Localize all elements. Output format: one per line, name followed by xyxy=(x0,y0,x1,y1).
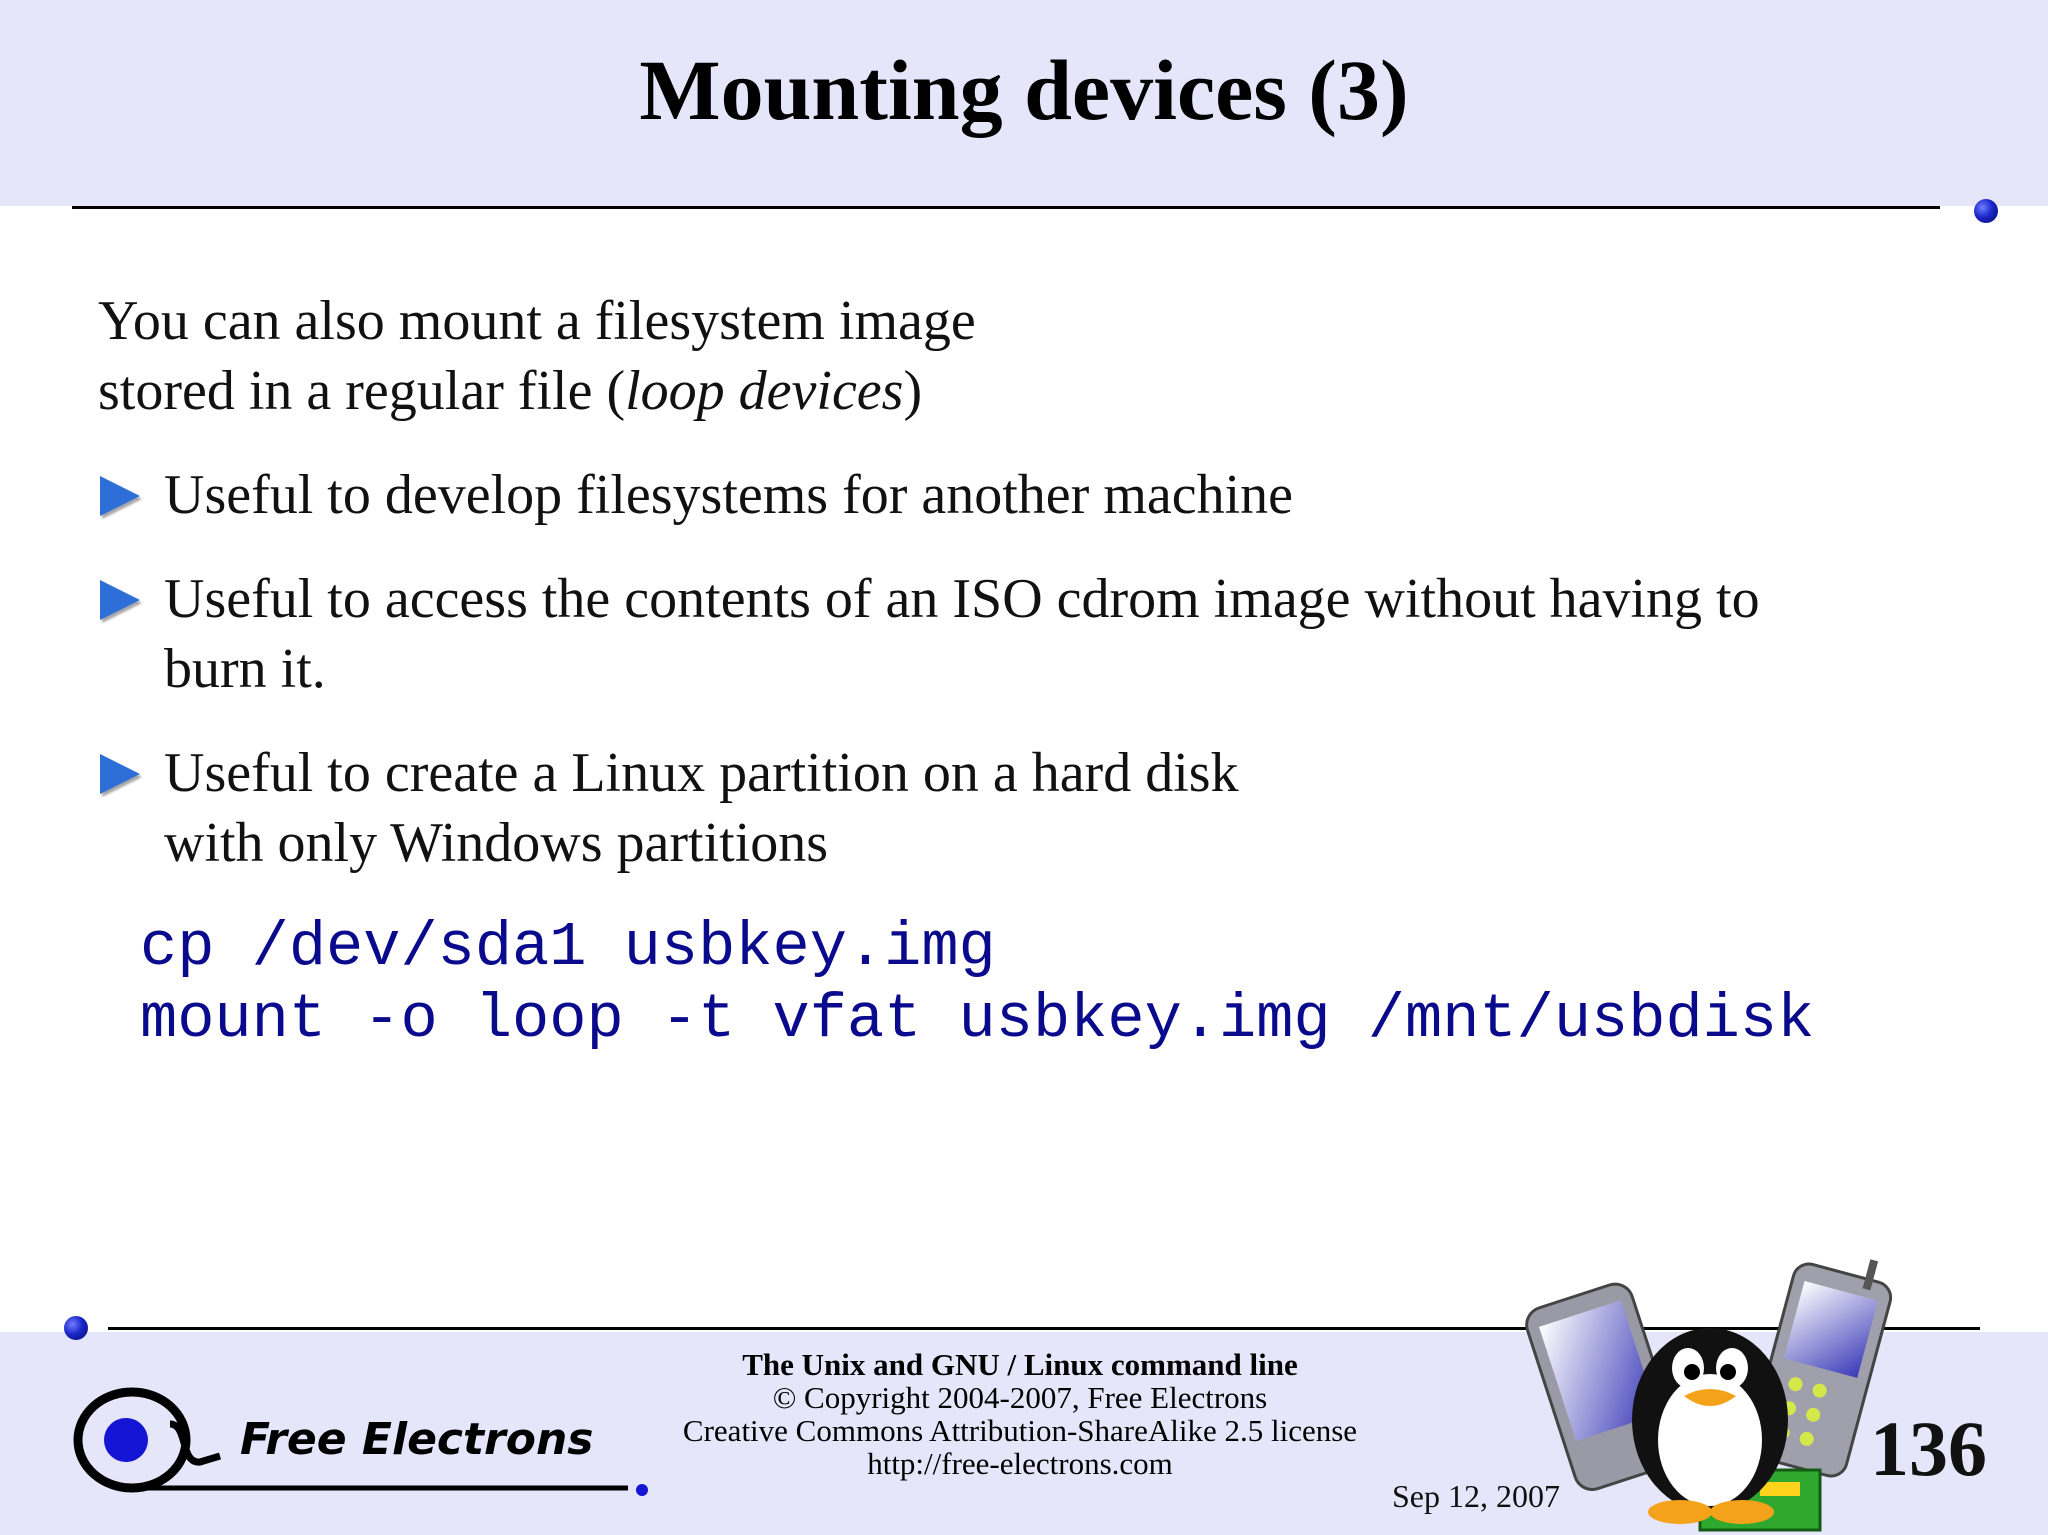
bullet-item xyxy=(98,460,1958,530)
footer-license: Creative Commons Attribution-ShareAlike 2.5 license xyxy=(682,1413,1358,1448)
penguin-mascot-icon xyxy=(1520,1250,1900,1535)
bullet-text: Useful to develop filesystems for another machine xyxy=(164,464,1293,526)
code-block xyxy=(140,912,1814,1056)
bullet-arrow-icon xyxy=(100,754,140,794)
bullet-arrow-icon xyxy=(100,476,140,516)
slide-title: Mounting devices (3) xyxy=(639,42,1409,138)
code-line: cp /dev/sda1 usbkey.img xyxy=(140,912,996,983)
intro-line-2-before: stored in a regular file ( xyxy=(98,360,626,422)
intro-line-1: You can also mount a filesystem image xyxy=(98,290,976,352)
page-number: 136 xyxy=(1870,1405,1987,1492)
code-line: mount -o loop -t vfat usbkey.img /mnt/usbdisk xyxy=(140,984,1815,1055)
intro-line-2-after: ) xyxy=(903,360,923,422)
slide-content xyxy=(98,286,1958,912)
bullet-arrow-icon xyxy=(100,580,140,620)
bullet-text: burn it. xyxy=(164,638,326,700)
footer-text xyxy=(640,1348,1400,1480)
intro-paragraph xyxy=(98,286,1958,426)
bullet-text: with only Windows partitions xyxy=(164,812,829,874)
footer-title: The Unix and GNU / Linux command line xyxy=(742,1347,1298,1382)
free-electrons-logo xyxy=(70,1384,660,1514)
bullet-item xyxy=(98,738,1958,878)
bullet-item xyxy=(98,564,1958,704)
slide-date: Sep 12, 2007 xyxy=(1392,1478,1560,1514)
blue-dot-icon xyxy=(1974,199,1998,223)
header-rule xyxy=(72,206,1940,209)
footer-url: http://free-electrons.com xyxy=(867,1446,1173,1481)
footer-copyright: © Copyright 2004-2007, Free Electrons xyxy=(772,1380,1268,1415)
bullet-text: Useful to access the contents of an ISO cdrom image without having to xyxy=(164,568,1760,630)
logo-text: Free Electrons xyxy=(240,1414,594,1465)
intro-line-2-italic: loop devices xyxy=(625,360,904,422)
blue-dot-icon xyxy=(64,1316,88,1340)
bullet-text: Useful to create a Linux partition on a hard disk xyxy=(164,742,1239,804)
bullet-list xyxy=(98,460,1958,878)
